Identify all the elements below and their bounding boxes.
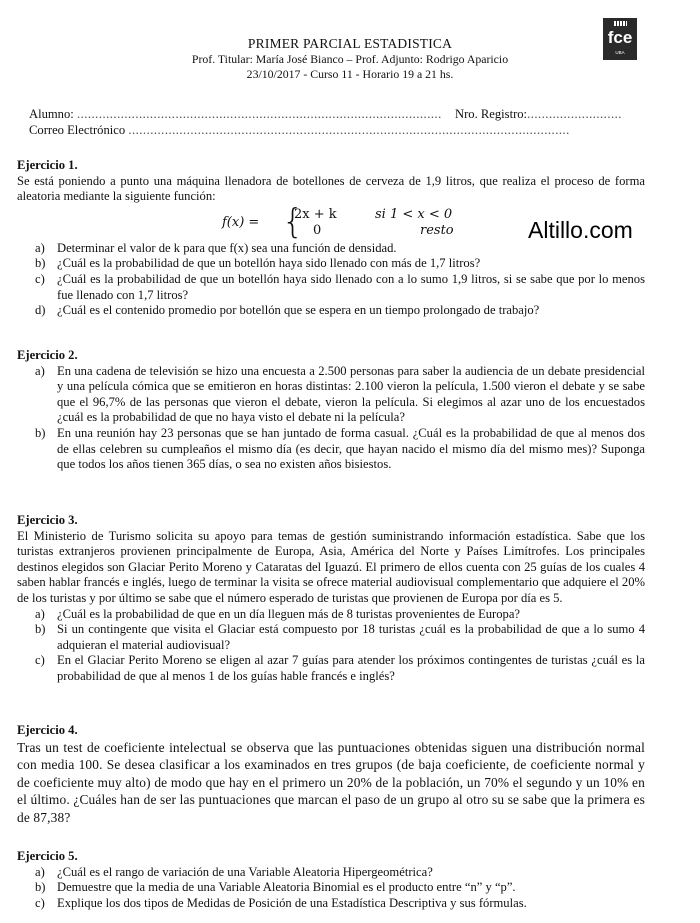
alumno-dots: .................................................................................................... xyxy=(76,107,442,121)
list-item: a) En una cadena de televisión se hizo una encuesta a 2.500 personas para saber la audiencia de un debate presidencial y una película cómica que se emitieron en horas distintas: 2.100 vieron la película, 1.500 vieron el debate y se sabe que el 96,7% de las personas que vieron el debate, vieron la película. Si elegimos al azar uno de los encuestados ¿cuál es la probabilidad de que no haya visto el debate ni la película? xyxy=(35,363,645,425)
exercise-2-title: Ejercicio 2. xyxy=(17,348,78,362)
exercise-5-title: Ejercicio 5. xyxy=(17,849,78,863)
formula-case-1: 2x + k xyxy=(294,206,337,222)
formula-condition-2: resto xyxy=(420,222,454,238)
logo-subtext: UBA xyxy=(615,50,625,55)
list-item: a) Determinar el valor de k para que f(x) sea una función de densidad. xyxy=(35,240,397,255)
exercise-1-items xyxy=(17,241,645,319)
exercise-1 xyxy=(17,158,645,319)
registro-dots: .......................... xyxy=(527,107,622,121)
date-line: 23/10/2017 - Curso 11 - Horario 19 a 21 hs. xyxy=(246,66,454,81)
list-item: b) En una reunión hay 23 personas que se han juntado de forma casual. ¿Cuál es la probabilidad de que al menos dos de ellas celebren su cumpleaños el mismo día (es decir, que hayan nacido el mismo día del mismo mes)? Suponga que todos los años tienen 365 días, o sea no existen años bisiestos. xyxy=(35,425,645,472)
exercise-3-items xyxy=(17,607,645,685)
exam-title: PRIMER PARCIAL ESTADISTICA xyxy=(247,36,453,51)
exercise-5 xyxy=(17,849,645,911)
formula-brace: { xyxy=(282,201,304,242)
formula-lhs: f(x) = xyxy=(222,214,260,230)
exercise-4-text: Tras un test de coeficiente intelectual se observa que las puntuaciones obtenidas siguen una distribución normal con media 100. Se desea clasificar a los examinados en tres grupos (de baja coeficiente, de coeficiente normal y de coeficiente muy alto) de modo que hay en el primero un 20% de la población, un 70% el segundo y un 10% en el último. ¿Cuáles han de ser las puntuaciones que marcan el paso de un grupo al otro su se sabe que la primera es de 87,38? xyxy=(17,739,645,825)
correo-dots: ......................................................................................................................... xyxy=(128,123,570,137)
logo-building-icon xyxy=(614,21,627,26)
formula-condition-1: si 1 < x < 0 xyxy=(375,206,453,222)
list-item: c) En el Glaciar Perito Moreno se eligen al azar 7 guías para atender los próximos contingentes de turistas ¿cuál es la probabilidad de que al menos 1 de los guías hable francés e inglés? xyxy=(35,653,645,683)
alumno-label: Alumno: xyxy=(29,107,74,121)
alumno-field xyxy=(29,107,442,123)
exercise-2-items xyxy=(17,364,645,473)
exercise-4 xyxy=(17,723,645,827)
list-item: b) Si un contingente que visita el Glaciar está compuesto por 18 turistas ¿cuál es la probabilidad de que a lo sumo 4 adquieran el material audiovisual? xyxy=(35,622,645,652)
list-item: c) Explique los dos tipos de Medidas de Posición de una Estadística Descriptiva y sus fórmulas. xyxy=(35,895,527,910)
correo-field xyxy=(29,123,570,139)
exercise-4-title: Ejercicio 4. xyxy=(17,723,78,737)
exercise-1-title: Ejercicio 1. xyxy=(17,158,78,172)
density-formula xyxy=(17,201,645,242)
exercise-1-intro: Se está poniendo a punto una máquina llenadora de botellones de cerveza de 1,9 litros, que realiza el proceso de forma aleatoria mediante la siguiente función: xyxy=(17,173,645,204)
registro-label: Nro. Registro: xyxy=(455,107,528,121)
exercise-3 xyxy=(17,513,645,685)
correo-label: Correo Electrónico xyxy=(29,123,126,137)
registro-field xyxy=(455,107,622,123)
exercise-2 xyxy=(17,348,645,473)
exam-header xyxy=(0,36,700,81)
watermark: Altillo.com xyxy=(528,217,633,243)
formula-case-2: 0 xyxy=(313,222,322,238)
exercise-5-items xyxy=(17,865,645,912)
list-item: c) ¿Cuál es la probabilidad de que un botellón haya sido llenado con a lo sumo 1,9 litros, si se sabe que por lo menos fue llenado con 1,7 litros? xyxy=(35,271,645,302)
exercise-3-intro: El Ministerio de Turismo solicita su apoyo para temas de gestión suministrando información estadística. Sabe que los turistas extranjeros provienen principalmente de Europa, Asia, América del Norte y Países Limítrofes. Los principales destinos elegidos son Glaciar Perito Moreno y Cataratas del Iguazú. El primero de ellos cuenta con 25 guías de los cuales 4 saben hablar francés e inglés, luego de terminar la visita se ofrece material audiovisual complementario que adquiere el 20% de los turistas y por último se sabe que el número esperado de turistas que provienen de Europa por día es 5. xyxy=(17,528,645,605)
list-item: b) ¿Cuál es la probabilidad de que un botellón haya sido llenado con más de 1,7 litros? xyxy=(35,256,481,271)
fce-logo xyxy=(603,18,637,60)
list-item: a) ¿Cuál es la probabilidad de que en un día lleguen más de 8 turistas provenientes de Europa? xyxy=(35,606,521,621)
exercise-3-title: Ejercicio 3. xyxy=(17,513,78,527)
list-item: b) Demuestre que la media de una Variable Aleatoria Binomial es el producto entre “n” y “p”. xyxy=(35,880,516,895)
logo-text: fce xyxy=(607,28,633,47)
professors-line: Prof. Titular: María José Bianco – Prof. Adjunto: Rodrigo Aparicio xyxy=(191,52,509,66)
list-item: d) ¿Cuál es el contenido promedio por botellón que se espera en un tiempo prolongado de trabajo? xyxy=(35,303,540,318)
list-item: a) ¿Cuál es el rango de variación de una Variable Aleatoria Hipergeométrica? xyxy=(35,864,433,879)
